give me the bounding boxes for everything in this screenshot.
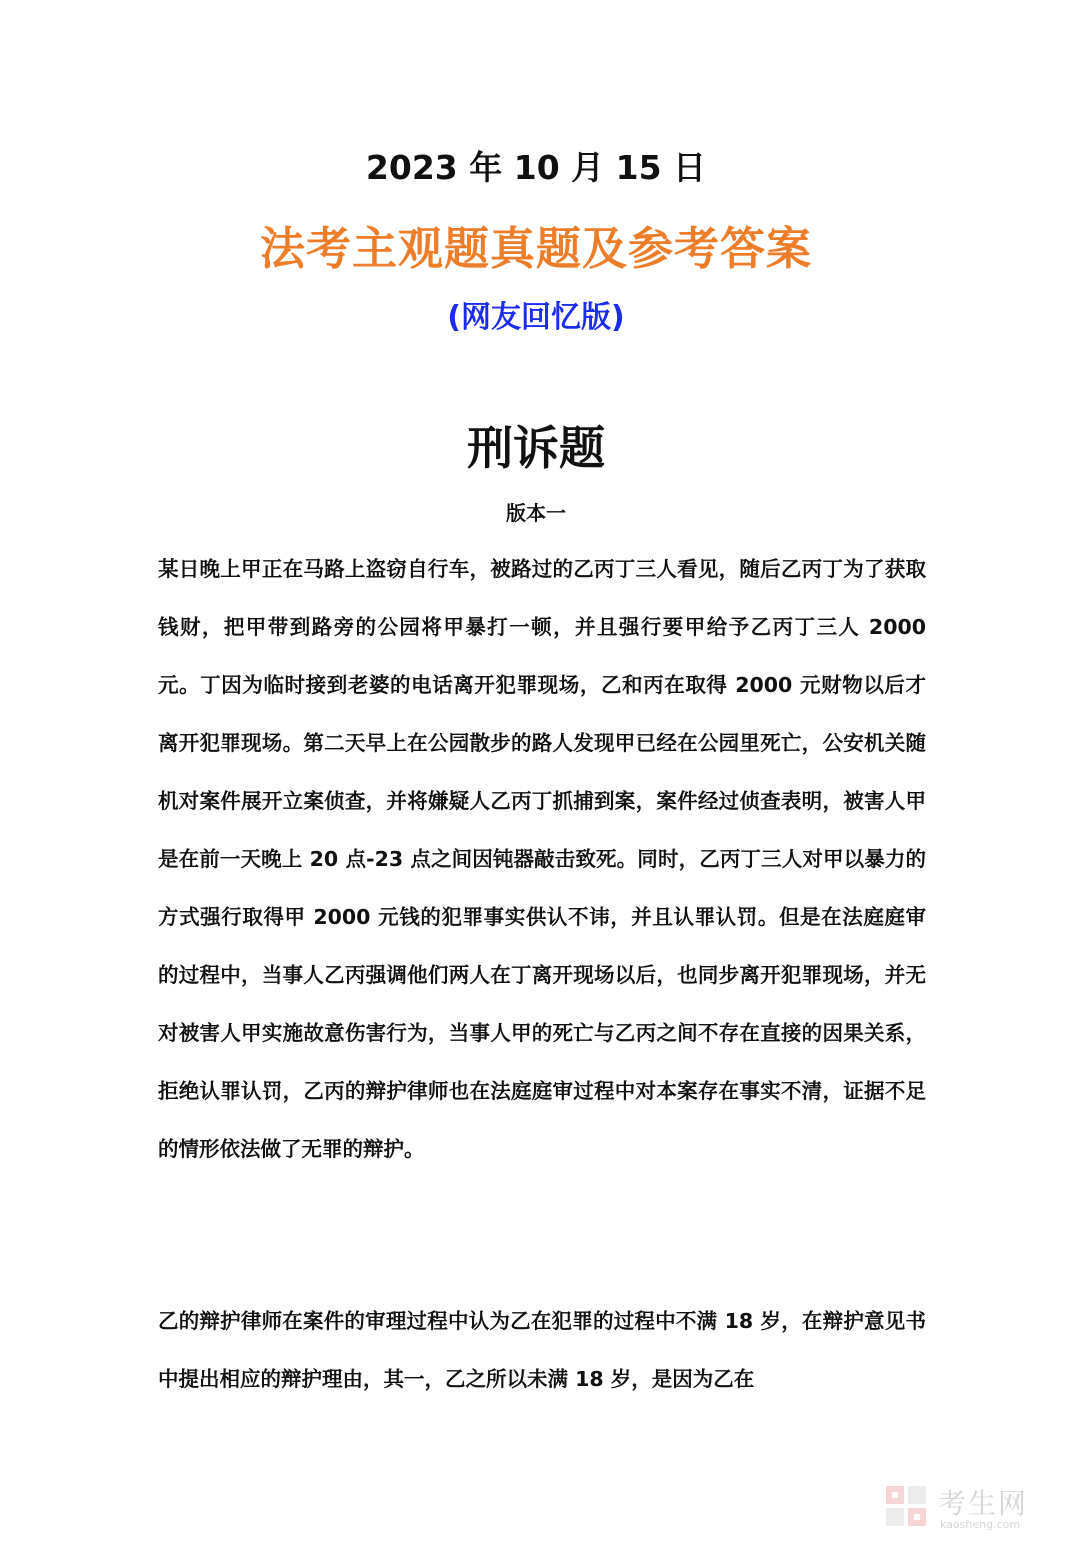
kaosheng-logo-icon <box>884 1484 928 1528</box>
watermark <box>884 1482 1054 1536</box>
version-label: 版本一 <box>506 501 566 525</box>
section-title: 刑诉题 <box>467 421 605 475</box>
date-heading: 2023 年 10 月 15 日 <box>365 148 707 187</box>
case-paragraph: 乙的辩护律师在案件的审理过程中认为乙在犯罪的过程中不满 18 岁，在辩护意见书中提出相应的辩护理由，其一，乙之所以未满 18 岁，是因为乙在 <box>158 1309 926 1391</box>
case-paragraph: 某日晚上甲正在马路上盗窃自行车，被路过的乙丙丁三人看见，随后乙丙丁为了获取钱财，把甲带到路旁的公园将甲暴打一顿，并且强行要甲给予乙丙丁三人 2000 元。丁因为临时接到老婆的电话离开犯罪现场，乙和丙在取得 2000 元财物以后才离开犯罪现场。第二天早上在公园散步的路人发现甲已经在公园里死亡，公安机关随机对案件展开立案侦查，并将嫌疑人乙丙丁抓捕到案，案件经过侦查表明，被害人甲是在前一天晚上 20 点-23 点之间因钝器敲击致死。同时，乙丙丁三人对甲以暴力的方式强行取得甲 2000 元钱的犯罪事实供认不讳，并且认罪认罚。但是在法庭庭审的过程中，当事人乙丙强调他们两人在丁离开现场以后，也同步离开犯罪现场，并无对被害人甲实施故意伤害行为，当事人甲的死亡与乙丙之间不存在直接的因果关系，拒绝认罪认罚，乙丙的辩护律师也在法庭庭审过程中对本案存在事实不清，证据不足的情形依法做了无罪的辩护。 <box>158 557 926 1161</box>
main-title: 法考主观题真题及参考答案 <box>259 222 812 275</box>
watermark-name: 考生网 <box>938 1487 1029 1520</box>
watermark-url: kaosheng.com <box>940 1518 1021 1531</box>
subtitle: (网友回忆版) <box>447 300 625 335</box>
